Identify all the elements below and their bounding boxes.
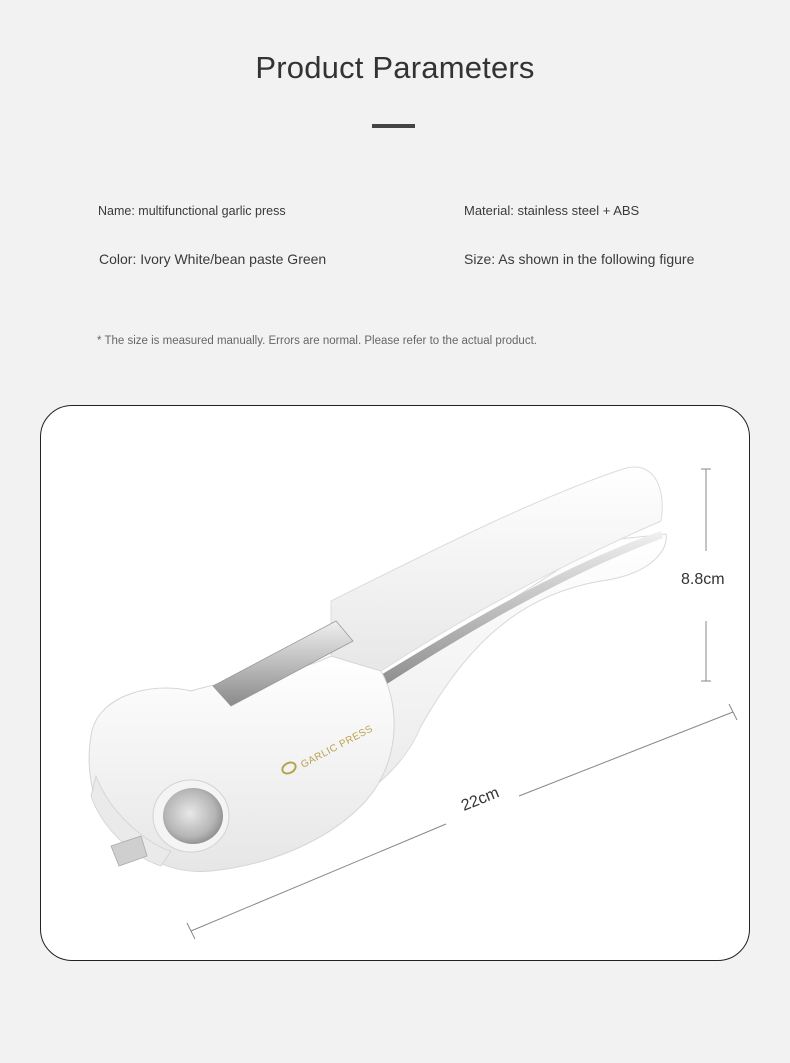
length-label: 22cm: [459, 784, 502, 815]
param-color: Color: Ivory White/bean paste Green: [99, 251, 327, 267]
param-material: Material: stainless steel + ABS: [464, 203, 640, 218]
param-size: Size: As shown in the following figure: [464, 251, 695, 267]
height-label: 8.8cm: [681, 571, 725, 588]
product-figure-card: [40, 405, 750, 961]
brand-text: GARLIC PRESS: [299, 723, 375, 771]
page-title: Product Parameters: [255, 50, 535, 85]
press-hole: [163, 788, 223, 844]
bottom-tab: [111, 836, 147, 866]
garlic-press-illustration: [41, 406, 749, 960]
title-underline: [372, 124, 415, 128]
measurement-note: * The size is measured manually. Errors are normal. Please refer to the actual product.: [97, 335, 537, 347]
param-name: Name: multifunctional garlic press: [98, 204, 286, 218]
